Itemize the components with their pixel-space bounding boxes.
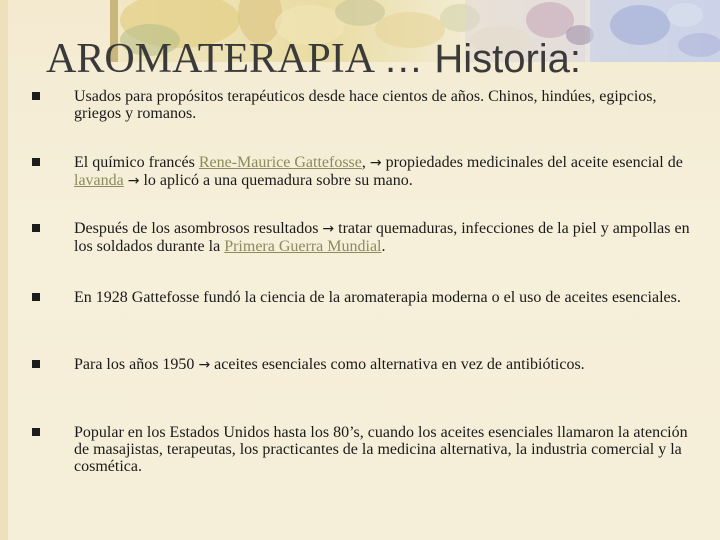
bullet-text: Popular en los Estados Unidos hasta los 80’s, cuando los aceites esenciales llamaron la atención de masajistas, terapeutas, los practicantes de la medicina alternativa, la industria comercial y la cosmética. bbox=[74, 424, 688, 475]
bullet-text: , bbox=[361, 154, 370, 171]
slide-title bbox=[46, 38, 581, 80]
bullet-text: El químico francés bbox=[74, 154, 199, 171]
bullet-text: Para los años 1950 bbox=[74, 356, 199, 373]
square-bullet-icon bbox=[32, 360, 40, 368]
square-bullet-icon bbox=[32, 293, 40, 301]
bullet-text: aceites esenciales como alternativa en vez de antibióticos. bbox=[210, 356, 585, 373]
bullet-text: En 1928 Gattefosse fundó la ciencia de la aromaterapia moderna o el uso de aceites esenciales. bbox=[74, 289, 681, 306]
slide-title-rest: … Historia: bbox=[383, 37, 582, 81]
square-bullet-icon bbox=[32, 92, 40, 100]
left-decoration-strip bbox=[0, 0, 8, 540]
bullet-text: . bbox=[381, 238, 386, 255]
link-rene-maurice-gattefosse[interactable]: Rene-Maurice Gattefosse bbox=[198, 154, 362, 171]
right-arrow-icon: → bbox=[198, 357, 211, 373]
bullet-text: Después de los asombrosos resultados bbox=[74, 220, 323, 237]
link-primera-guerra-mundial[interactable]: Primera Guerra Mundial bbox=[224, 238, 382, 255]
bullet-text: propiedades medicinales del aceite esencial de bbox=[381, 154, 683, 171]
square-bullet-icon bbox=[32, 158, 40, 166]
slide-title-main: AROMATERAPIA bbox=[46, 36, 373, 82]
link-lavanda[interactable]: lavanda bbox=[74, 172, 124, 189]
square-bullet-icon bbox=[32, 224, 40, 232]
square-bullet-icon bbox=[32, 428, 40, 436]
right-arrow-icon: → bbox=[369, 155, 382, 171]
bullet-text: lo aplicó a una quemadura sobre su mano. bbox=[139, 172, 413, 189]
right-arrow-icon: → bbox=[322, 221, 335, 237]
bullet-text: tratar quemaduras, infecciones de la piel y ampollas en los soldados durante la bbox=[74, 220, 690, 255]
right-arrow-icon: → bbox=[127, 173, 140, 189]
bullet-text: Usados para propósitos terapéuticos desde hace cientos de años. Chinos, hindúes, egipcios, griegos y romanos. bbox=[74, 88, 657, 122]
